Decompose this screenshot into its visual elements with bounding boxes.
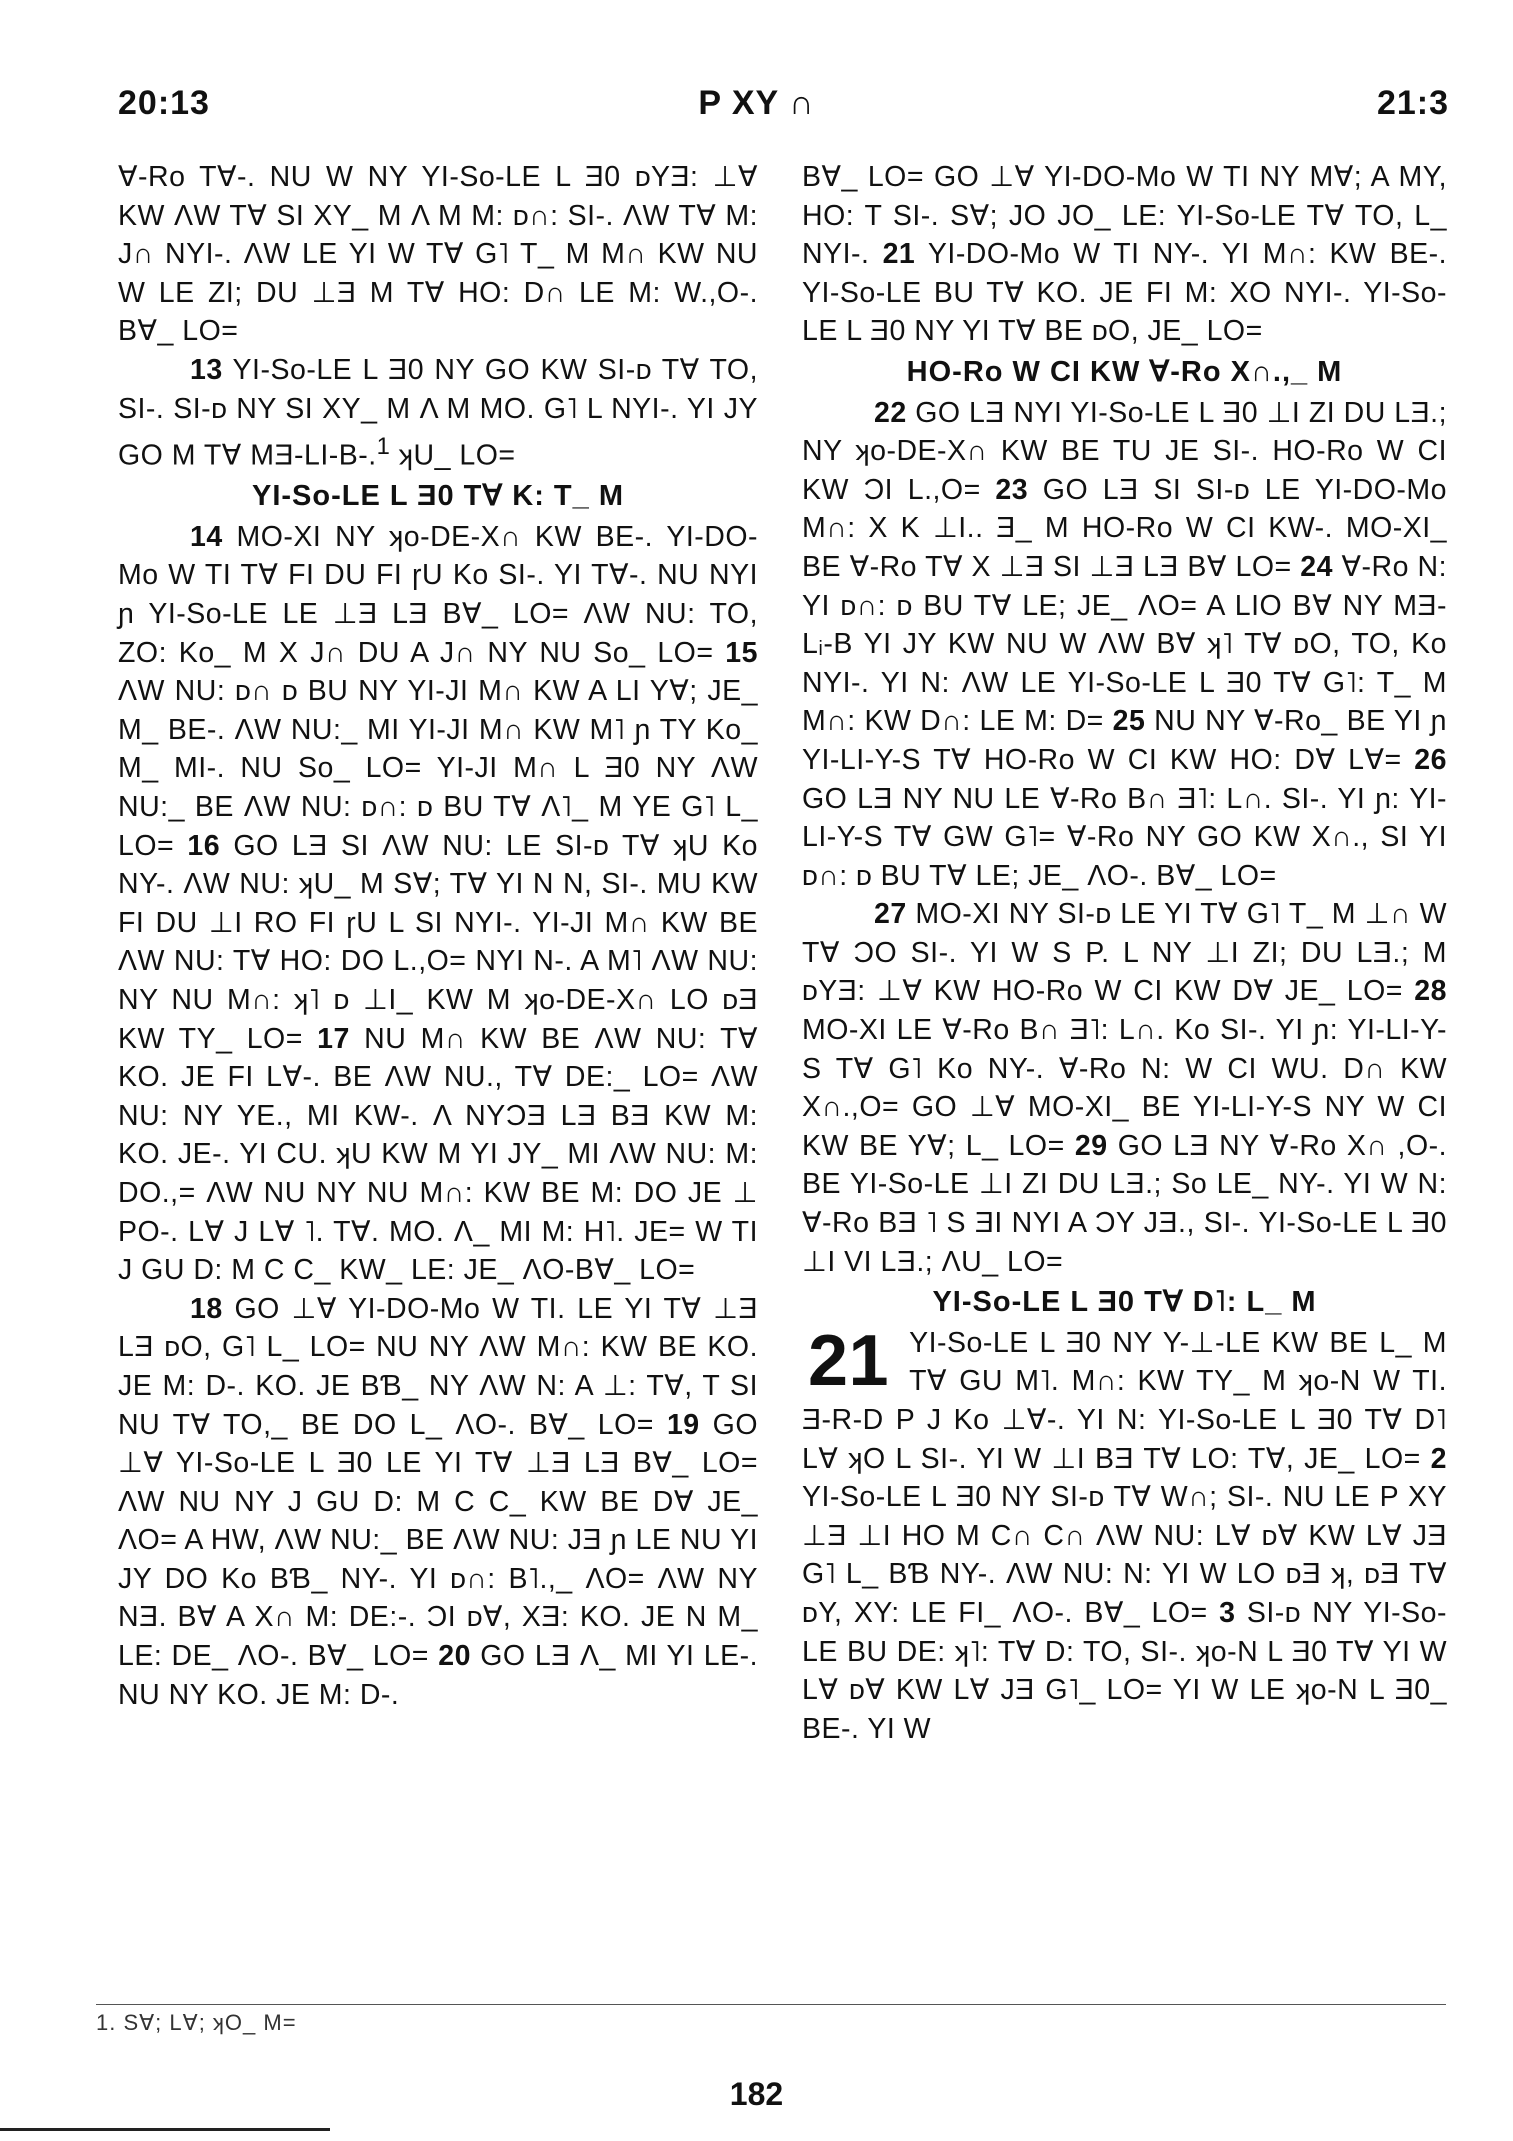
verse-number: 28	[1414, 975, 1447, 1008]
verse-number: 24	[1300, 550, 1333, 583]
footnote-divider	[96, 2004, 1446, 2005]
footnote: 1. S∀; L∀; ʞO_ M=	[96, 2010, 297, 2035]
section-heading: YI-Sᴏ-LE L Ǝ0 T∀ K: T_ M	[252, 480, 624, 513]
verse-number: 16	[187, 829, 221, 862]
footnote-marker: 1	[376, 433, 391, 461]
verse-number: 25	[1112, 705, 1146, 738]
paragraph: 18 GO ⊥∀ YI-DO-Mᴏ W TI. LE YI T∀ ⊥Ǝ LƎ ᴅO, G˥ L_ LO= NU NY ΛW M∩: KW BE KO. JE M: D-. KO. JE BƁ_ NY ΛW N: A ⊥: T∀, T SI NU T∀ TO,_ BE DO L_ ΛO-. B∀_ LO= 19 GO ⊥∀ YI-Sᴏ-LE L Ǝ0 LE YI T∀ ⊥Ǝ LƎ B∀_ LO= ΛW NU NY J GU D: M C C_ KW BE D∀ JE_ ΛO= A HW, ΛW NU:_ BE ΛW NU: JƎ ɲ LE NU YI JY DO Kᴏ BƁ_ NY-. YI ᴅ∩: B˥.,_ ΛO= ΛW NY NƎ. B∀ A X∩ M: DE:-. ƆI ᴅ∀, XƎ: KO. JE N M_ LE: DE_ ΛO-. B∀_ LO= 20 GO LƎ Λ_ MI YI LE-. NU NY KO. JE M: D-.	[118, 1292, 759, 1711]
left-column	[118, 158, 758, 1714]
verse-number: 14	[190, 520, 223, 553]
paragraph: 27 MO-XI NY SI-ᴅ LE YI T∀ G˥ T_ M ⊥∩ W T∀ ƆO SI-. YI W S P. L NY ⊥I ZI; DU LƎ.; M ᴅYƎ: ⊥∀ KW HO-Rᴏ W CI KW D∀ JE_ LO= 28 MO-XI LE ∀-Rᴏ B∩ Ǝ˥: L∩. Kᴏ SI-. YI ɲ: YI-LI-Y-S T∀ G˥ Kᴏ NY-. ∀-Rᴏ N: W CI WU. D∩ KW X∩.,O= GO ⊥∀ MO-XI_ BE YI-LI-Y-S NY W CI KW BE Y∀; L_ LO= 29 GO LƎ NY ∀-Rᴏ X∩ ,O-. BE YI-Sᴏ-LE ⊥I ZI DU LƎ.; Sᴏ LE_ NY-. YI W N: ∀-Rᴏ BƎ ˥ S ƎI NYI A ƆY JƎ., SI-. YI-Sᴏ-LE L Ǝ0 ⊥I VI LƎ.; ΛU_ LO=	[802, 898, 1448, 1278]
right-column	[802, 158, 1447, 1748]
verse-number: 2	[1430, 1442, 1447, 1475]
paragraph: B∀_ LO= GO ⊥∀ YI-DO-Mᴏ W TI NY M∀; A MY, HO: T SI-. S∀; JO JO_ LE: YI-Sᴏ-LE T∀ TO, L_ NYI-. 21 YI-DO-Mᴏ W TI NY-. YI M∩: KW BE-. YI-Sᴏ-LE BU T∀ KO. JE FI M: XO NYI-. YI-Sᴏ-LE L Ǝ0 NY YI T∀ BE ᴅO, JE_ LO=	[802, 161, 1448, 348]
section-heading: HO-Rᴏ W CI KW ∀-Rᴏ X∩.,_ M	[906, 355, 1343, 388]
verse-number: 22	[874, 396, 907, 429]
verse-number: 19	[666, 1408, 700, 1441]
header-chapter-verse-right: 21:3	[1376, 84, 1449, 122]
verse-number: 27	[874, 898, 907, 931]
paragraph: ∀-Rᴏ T∀-. NU W NY YI-Sᴏ-LE L Ǝ0 ᴅYƎ: ⊥∀ KW ΛW T∀ SI XY_ M Λ M M: ᴅ∩: SI-. ΛW T∀ M: J∩ NYI-. ΛW LE YI W T∀ G˥ T_ M M∩ KW NU W LE ZI; DU ⊥Ǝ M T∀ HO: D∩ LE M: W.,O-. B∀_ LO=	[118, 161, 758, 348]
paragraph: 14 MO-XI NY ʞᴏ-DE-X∩ KW BE-. YI-DO-Mᴏ W TI T∀ FI DU FI ɼU Kᴏ SI-. YI T∀-. NU NYI ɲ YI-Sᴏ-LE LE ⊥Ǝ LƎ B∀_ LO= ΛW NU: TO, ZO: Kᴏ_ M X J∩ DU A J∩ NY NU Sᴏ_ LO= 15 ΛW NU: ᴅ∩ ᴅ BU NY YI-JI M∩ KW A LI Y∀; JE_ M_ BE-. ΛW NU:_ MI YI-JI M∩ KW M˥ ɲ TY Kᴏ_ M_ MI-. NU Sᴏ_ LO= YI-JI M∩ L Ǝ0 NY ΛW NU:_ BE ΛW NU: ᴅ∩: ᴅ BU T∀ Λ˥_ M YE G˥ L_ LO= 16 GO LƎ SI ΛW NU: LE SI-ᴅ T∀ ʞU Kᴏ NY-. ΛW NU: ʞU_ M S∀; T∀ YI N N, SI-. MU KW FI DU ⊥I RO FI ɼU L SI NYI-. YI-JI M∩ KW BE ΛW NU: T∀ HO: DO L.,O= NYI N-. A M˥ ΛW NU: NY NU M∩: ʞ˥ ᴅ ⊥I_ KW M ʞᴏ-DE-X∩ LO ᴅƎ KW TY_ LO= 17 NU M∩ KW BE ΛW NU: T∀ KO. JE FI L∀-. BE ΛW NU., T∀ DE:_ LO= ΛW NU: NY YE., MI KW-. Λ NYƆƎ LƎ BƎ KW M: KO. JE-. YI CU. ʞU KW M YI JY_ MI ΛW NU: M: DO.,= ΛW NU NY NU M∩: KW BE M: DO JE ⊥ PO-. L∀ J L∀ ˥. T∀. MO. Λ_ MI M: H˥. JE= W TI J GU D: M C C_ KW_ LE: JE_ ΛO-B∀_ LO=	[118, 520, 759, 1287]
paragraph: 21 YI-Sᴏ-LE L Ǝ0 NY Y-⊥-LE KW BE L_ M T∀ GU M˥. M∩: KW TY_ M ʞᴏ-N W TI. Ǝ-R-D P J Kᴏ ⊥∀-. YI N: YI-Sᴏ-LE L Ǝ0 T∀ D˥ L∀ ʞO L SI-. YI W ⊥I BƎ T∀ LO: T∀, JE_ LO= 2 YI-Sᴏ-LE L Ǝ0 NY SI-ᴅ T∀ W∩; SI-. NU LE P XY ⊥Ǝ ⊥I HO M C∩ C∩ ΛW NU: L∀ ᴅ∀ KW L∀ JƎ G˥ L_ BƁ NY-. ΛW NU: N: YI W LO ᴅƎ ʞ, ᴅƎ T∀ ᴅY, XY: LE FI_ ΛO-. B∀_ LO= 3 SI-ᴅ NY YI-Sᴏ-LE BU DE: ʞ˥: T∀ D: TO, SI-. ʞᴏ-N L Ǝ0 T∀ YI W L∀ ᴅ∀ KW L∀ JƎ G˥_ LO= YI W LE ʞᴏ-N L Ǝ0_ BE-. YI W	[802, 1320, 1448, 1745]
verse-number: 29	[1074, 1129, 1108, 1162]
paragraph: 13 YI-Sᴏ-LE L Ǝ0 NY GO KW SI-ᴅ T∀ TO, SI-. SI-ᴅ NY SI XY_ M Λ M MO. G˥ L NYI-. YI JY GO M T∀ MƎ-LI-B-.$^1$ ʞU_ LO=	[118, 353, 758, 472]
verse-number: 26	[1414, 743, 1447, 776]
page-number: 182	[729, 2076, 784, 2112]
verse-number: 20	[438, 1640, 471, 1673]
verse-number: 17	[317, 1022, 350, 1055]
verse-number: 23	[995, 473, 1029, 506]
scan-edge-line	[0, 2128, 330, 2131]
verse-number: 21	[882, 238, 916, 271]
verse-number: 15	[725, 636, 758, 669]
verse-number: 18	[190, 1292, 223, 1325]
header-book-title: P XY ∩	[698, 84, 815, 122]
chapter-number: 21	[808, 1320, 890, 1401]
verse-number: 13	[190, 353, 223, 386]
paragraph: 22 GO LƎ NYI YI-Sᴏ-LE L Ǝ0 ⊥I ZI DU LƎ.; NY ʞᴏ-DE-X∩ KW BE TU JE SI-. HO-Rᴏ W CI KW ƆI L.,O= 23 GO LƎ SI SI-ᴅ LE YI-DO-Mᴏ M∩: X K ⊥I.. Ǝ_ M HO-Rᴏ W CI KW-. MO-XI_ BE ∀-Rᴏ T∀ X ⊥Ǝ SI ⊥Ǝ LƎ B∀ LO= 24 ∀-Rᴏ N: YI ᴅ∩: ᴅ BU T∀ LE; JE_ ΛO= A LIO B∀ NY MƎ-Lᵢ-B YI JY KW NU W ΛW B∀ ʞ˥ T∀ ᴅO, TO, Kᴏ NYI-. YI N: ΛW LE YI-Sᴏ-LE L Ǝ0 T∀ G˥: T_ M M∩: KW D∩: LE M: D= 25 NU NY ∀-Rᴏ_ BE YI ɲ YI-LI-Y-S T∀ HO-Rᴏ W CI KW HO: D∀ L∀= 26 GO LƎ NY NU LE ∀-Rᴏ B∩ Ǝ˥: L∩. SI-. YI ɲ: YI-LI-Y-S T∀ GW G˥= ∀-Rᴏ NY GO KW X∩., SI YI ᴅ∩: ᴅ BU T∀ LE; JE_ ΛO-. B∀_ LO=	[802, 396, 1448, 892]
header-chapter-verse-left: 20:13	[118, 84, 210, 122]
section-heading: YI-Sᴏ-LE L Ǝ0 T∀ D˥: L_ M	[932, 1286, 1317, 1319]
verse-number: 3	[1219, 1596, 1236, 1629]
